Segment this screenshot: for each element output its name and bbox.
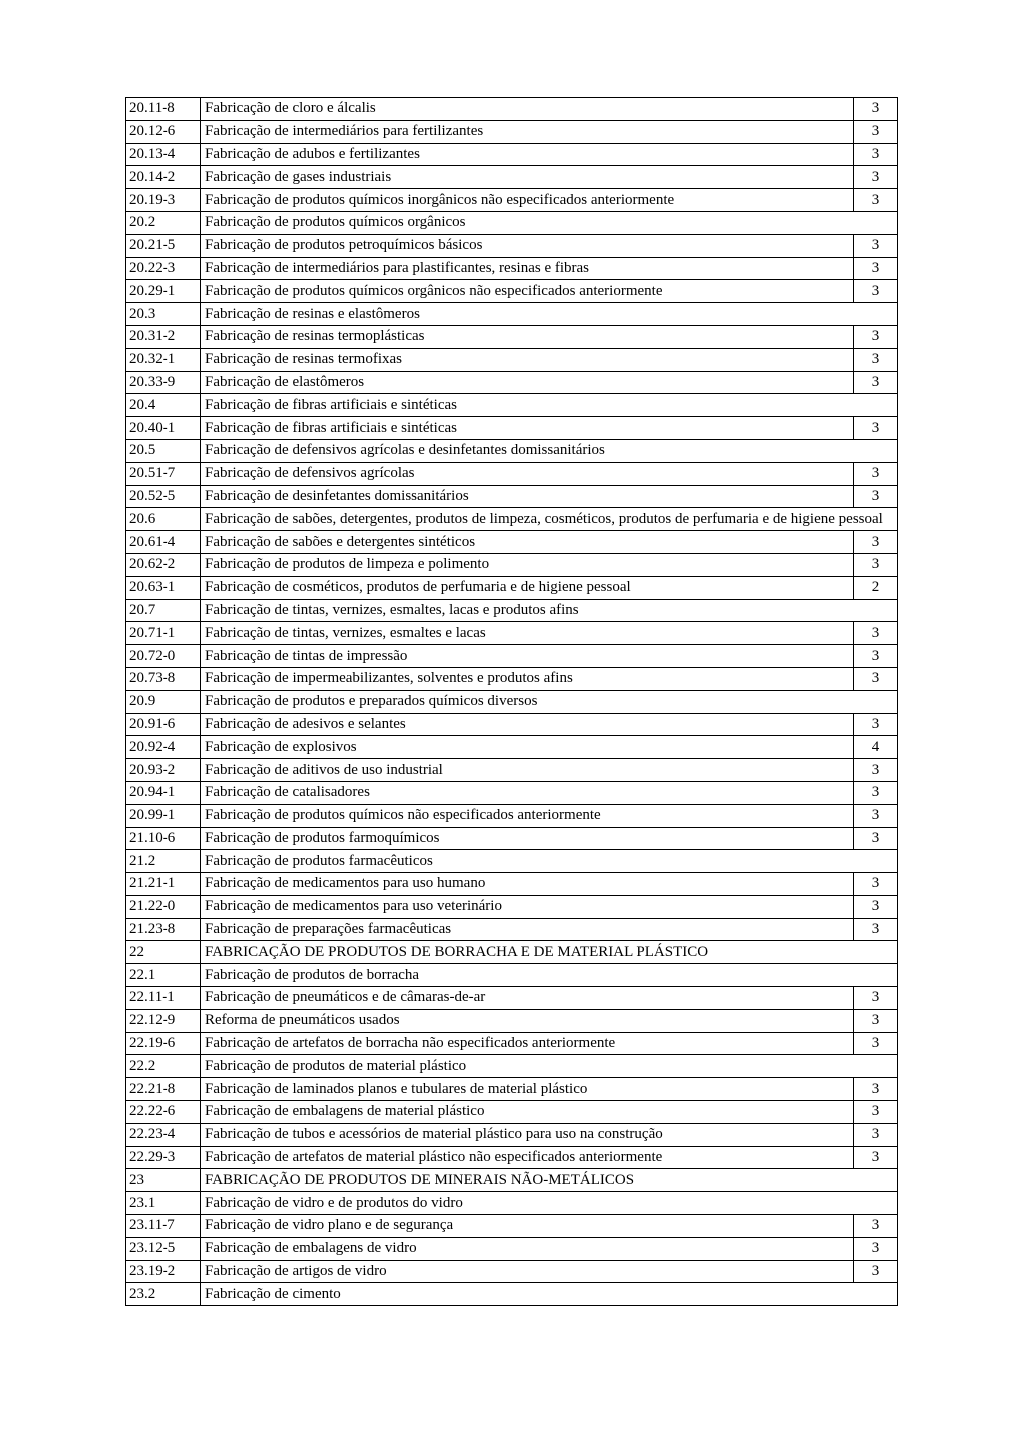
activity-code: 22 (126, 941, 201, 964)
activity-level: 3 (854, 1078, 898, 1101)
activity-description: Fabricação de artigos de vidro (201, 1260, 854, 1283)
activity-level: 3 (854, 531, 898, 554)
activity-level: 4 (854, 736, 898, 759)
activity-level: 3 (854, 325, 898, 348)
activity-description: Fabricação de tintas, vernizes, esmaltes, lacas e produtos afins (201, 599, 898, 622)
table-row (126, 371, 898, 394)
activity-description: Fabricação de embalagens de vidro (201, 1237, 854, 1260)
activity-level: 3 (854, 804, 898, 827)
activity-code: 20.72-0 (126, 645, 201, 668)
activity-code: 20.14-2 (126, 166, 201, 189)
activity-code: 20.33-9 (126, 371, 201, 394)
activity-description: Fabricação de cosméticos, produtos de perfumaria e de higiene pessoal (201, 576, 854, 599)
table-row (126, 439, 898, 462)
table-row (126, 645, 898, 668)
activity-description: Fabricação de produtos químicos orgânicos não especificados anteriormente (201, 280, 854, 303)
activity-code: 20.3 (126, 303, 201, 326)
activity-code: 20.40-1 (126, 417, 201, 440)
activity-code: 22.29-3 (126, 1146, 201, 1169)
activity-description: FABRICAÇÃO DE PRODUTOS DE MINERAIS NÃO-METÁLICOS (201, 1169, 898, 1192)
activity-level: 3 (854, 417, 898, 440)
activity-code: 20.32-1 (126, 348, 201, 371)
table-row (126, 1032, 898, 1055)
table-row (126, 1123, 898, 1146)
activity-code: 20.92-4 (126, 736, 201, 759)
activity-description: Fabricação de intermediários para fertilizantes (201, 120, 854, 143)
activity-description: Fabricação de produtos e preparados químicos diversos (201, 690, 898, 713)
activity-code: 20.13-4 (126, 143, 201, 166)
activity-level: 3 (854, 462, 898, 485)
table-row (126, 667, 898, 690)
activity-level: 3 (854, 98, 898, 121)
activity-description: Fabricação de vidro e de produtos do vidro (201, 1192, 898, 1215)
activity-level: 3 (854, 1237, 898, 1260)
activity-code: 20.29-1 (126, 280, 201, 303)
activity-description: FABRICAÇÃO DE PRODUTOS DE BORRACHA E DE MATERIAL PLÁSTICO (201, 941, 898, 964)
activity-description: Fabricação de defensivos agrícolas (201, 462, 854, 485)
activity-level: 3 (854, 1123, 898, 1146)
table-row (126, 713, 898, 736)
table-row (126, 987, 898, 1010)
table-row (126, 257, 898, 280)
activity-description: Fabricação de resinas e elastômeros (201, 303, 898, 326)
activity-code: 20.11-8 (126, 98, 201, 121)
activity-description: Fabricação de embalagens de material plástico (201, 1101, 854, 1124)
table-row (126, 1101, 898, 1124)
activity-level: 3 (854, 1215, 898, 1238)
activity-description: Fabricação de tubos e acessórios de material plástico para uso na construção (201, 1123, 854, 1146)
activity-level: 3 (854, 622, 898, 645)
activity-description: Fabricação de elastômeros (201, 371, 854, 394)
table-row (126, 508, 898, 531)
table-row (126, 166, 898, 189)
activity-description: Fabricação de tintas, vernizes, esmaltes e lacas (201, 622, 854, 645)
activity-code: 20.2 (126, 211, 201, 234)
activity-code: 22.11-1 (126, 987, 201, 1010)
activity-level: 3 (854, 1260, 898, 1283)
activity-code: 20.61-4 (126, 531, 201, 554)
table-row (126, 918, 898, 941)
activity-level: 3 (854, 485, 898, 508)
activity-level: 3 (854, 645, 898, 668)
table-row (126, 736, 898, 759)
table-row (126, 1237, 898, 1260)
activity-level: 3 (854, 713, 898, 736)
table-row (126, 120, 898, 143)
table-row (126, 1260, 898, 1283)
table-row (126, 234, 898, 257)
activity-code: 20.12-6 (126, 120, 201, 143)
activity-code: 20.4 (126, 394, 201, 417)
activity-code: 22.22-6 (126, 1101, 201, 1124)
activity-description: Fabricação de fibras artificiais e sintéticas (201, 394, 898, 417)
activity-description: Fabricação de defensivos agrícolas e desinfetantes domissanitários (201, 439, 898, 462)
table-row (126, 1078, 898, 1101)
activity-level: 3 (854, 553, 898, 576)
activity-code: 21.2 (126, 850, 201, 873)
activity-code: 21.21-1 (126, 873, 201, 896)
activity-code: 20.62-2 (126, 553, 201, 576)
activity-level: 3 (854, 120, 898, 143)
activity-code: 21.23-8 (126, 918, 201, 941)
activity-level: 3 (854, 918, 898, 941)
table-row (126, 1169, 898, 1192)
activity-code: 20.99-1 (126, 804, 201, 827)
activity-code: 22.21-8 (126, 1078, 201, 1101)
activity-code: 20.21-5 (126, 234, 201, 257)
activity-code: 20.71-1 (126, 622, 201, 645)
activity-description: Fabricação de impermeabilizantes, solventes e produtos afins (201, 667, 854, 690)
activity-level: 3 (854, 1146, 898, 1169)
activity-code: 20.63-1 (126, 576, 201, 599)
activity-description: Fabricação de medicamentos para uso veterinário (201, 895, 854, 918)
activity-description: Fabricação de medicamentos para uso humano (201, 873, 854, 896)
activity-code: 22.12-9 (126, 1009, 201, 1032)
activity-level: 3 (854, 827, 898, 850)
activity-code: 20.91-6 (126, 713, 201, 736)
activity-code: 20.51-7 (126, 462, 201, 485)
activity-description: Fabricação de aditivos de uso industrial (201, 759, 854, 782)
activity-code: 23.2 (126, 1283, 201, 1306)
activity-description: Fabricação de preparações farmacêuticas (201, 918, 854, 941)
table-row (126, 211, 898, 234)
activity-code: 20.7 (126, 599, 201, 622)
activity-description: Fabricação de produtos de borracha (201, 964, 898, 987)
activity-level: 3 (854, 667, 898, 690)
activity-code: 23.19-2 (126, 1260, 201, 1283)
activity-description: Fabricação de produtos químicos não especificados anteriormente (201, 804, 854, 827)
activity-code: 23.12-5 (126, 1237, 201, 1260)
table-row (126, 417, 898, 440)
table-row (126, 531, 898, 554)
document-page (125, 97, 897, 1306)
activity-description: Fabricação de desinfetantes domissanitários (201, 485, 854, 508)
table-row (126, 143, 898, 166)
table-row (126, 1009, 898, 1032)
activity-level: 3 (854, 189, 898, 212)
activity-description: Fabricação de laminados planos e tubulares de material plástico (201, 1078, 854, 1101)
table-row (126, 394, 898, 417)
activity-table (125, 97, 898, 1306)
activity-code: 22.19-6 (126, 1032, 201, 1055)
table-row (126, 850, 898, 873)
activity-code: 20.9 (126, 690, 201, 713)
activity-level: 3 (854, 759, 898, 782)
table-row (126, 873, 898, 896)
activity-description: Fabricação de sabões e detergentes sintéticos (201, 531, 854, 554)
activity-description: Fabricação de vidro plano e de segurança (201, 1215, 854, 1238)
activity-level: 3 (854, 1101, 898, 1124)
activity-description: Fabricação de produtos farmacêuticos (201, 850, 898, 873)
activity-description: Reforma de pneumáticos usados (201, 1009, 854, 1032)
activity-code: 20.22-3 (126, 257, 201, 280)
table-row (126, 553, 898, 576)
activity-description: Fabricação de resinas termoplásticas (201, 325, 854, 348)
activity-code: 23.1 (126, 1192, 201, 1215)
activity-level: 3 (854, 895, 898, 918)
activity-description: Fabricação de explosivos (201, 736, 854, 759)
activity-code: 20.6 (126, 508, 201, 531)
activity-level: 3 (854, 1032, 898, 1055)
activity-code: 22.1 (126, 964, 201, 987)
table-row (126, 964, 898, 987)
activity-description: Fabricação de produtos farmoquímicos (201, 827, 854, 850)
activity-level: 3 (854, 257, 898, 280)
activity-code: 20.93-2 (126, 759, 201, 782)
activity-description: Fabricação de fibras artificiais e sintéticas (201, 417, 854, 440)
activity-description: Fabricação de cloro e álcalis (201, 98, 854, 121)
activity-description: Fabricação de produtos químicos inorgânicos não especificados anteriormente (201, 189, 854, 212)
table-row (126, 1192, 898, 1215)
activity-level: 3 (854, 1009, 898, 1032)
activity-level: 3 (854, 873, 898, 896)
table-row (126, 1146, 898, 1169)
activity-description: Fabricação de artefatos de material plástico não especificados anteriormente (201, 1146, 854, 1169)
activity-code: 21.22-0 (126, 895, 201, 918)
activity-level: 3 (854, 166, 898, 189)
table-row (126, 325, 898, 348)
activity-description: Fabricação de tintas de impressão (201, 645, 854, 668)
table-row (126, 941, 898, 964)
table-row (126, 462, 898, 485)
activity-description: Fabricação de cimento (201, 1283, 898, 1306)
table-row (126, 1055, 898, 1078)
activity-description: Fabricação de catalisadores (201, 781, 854, 804)
activity-description: Fabricação de produtos petroquímicos básicos (201, 234, 854, 257)
table-row (126, 895, 898, 918)
activity-level: 3 (854, 143, 898, 166)
activity-description: Fabricação de produtos de material plástico (201, 1055, 898, 1078)
activity-description: Fabricação de resinas termofixas (201, 348, 854, 371)
activity-code: 20.31-2 (126, 325, 201, 348)
activity-level: 3 (854, 348, 898, 371)
activity-description: Fabricação de artefatos de borracha não especificados anteriormente (201, 1032, 854, 1055)
activity-level: 3 (854, 280, 898, 303)
activity-code: 21.10-6 (126, 827, 201, 850)
activity-code: 20.73-8 (126, 667, 201, 690)
activity-code: 23.11-7 (126, 1215, 201, 1238)
table-row (126, 599, 898, 622)
table-row (126, 690, 898, 713)
activity-code: 20.52-5 (126, 485, 201, 508)
activity-level: 3 (854, 987, 898, 1010)
activity-description: Fabricação de adubos e fertilizantes (201, 143, 854, 166)
activity-level: 3 (854, 781, 898, 804)
activity-level: 3 (854, 234, 898, 257)
activity-description: Fabricação de adesivos e selantes (201, 713, 854, 736)
table-row (126, 485, 898, 508)
table-row (126, 1283, 898, 1306)
activity-level: 2 (854, 576, 898, 599)
activity-code: 22.23-4 (126, 1123, 201, 1146)
table-row (126, 804, 898, 827)
activity-description: Fabricação de intermediários para plastificantes, resinas e fibras (201, 257, 854, 280)
table-row (126, 280, 898, 303)
activity-table-body (126, 98, 898, 1306)
table-row (126, 348, 898, 371)
activity-description: Fabricação de pneumáticos e de câmaras-de-ar (201, 987, 854, 1010)
activity-code: 22.2 (126, 1055, 201, 1078)
activity-description: Fabricação de produtos químicos orgânicos (201, 211, 898, 234)
table-row (126, 622, 898, 645)
table-row (126, 189, 898, 212)
table-row (126, 303, 898, 326)
activity-description: Fabricação de gases industriais (201, 166, 854, 189)
table-row (126, 1215, 898, 1238)
activity-code: 20.19-3 (126, 189, 201, 212)
table-row (126, 576, 898, 599)
table-row (126, 781, 898, 804)
table-row (126, 827, 898, 850)
activity-description: Fabricação de sabões, detergentes, produtos de limpeza, cosméticos, produtos de perfumaria e de higiene pessoal (201, 508, 898, 531)
activity-code: 20.5 (126, 439, 201, 462)
activity-code: 23 (126, 1169, 201, 1192)
activity-code: 20.94-1 (126, 781, 201, 804)
activity-description: Fabricação de produtos de limpeza e polimento (201, 553, 854, 576)
table-row (126, 759, 898, 782)
table-row (126, 98, 898, 121)
activity-level: 3 (854, 371, 898, 394)
